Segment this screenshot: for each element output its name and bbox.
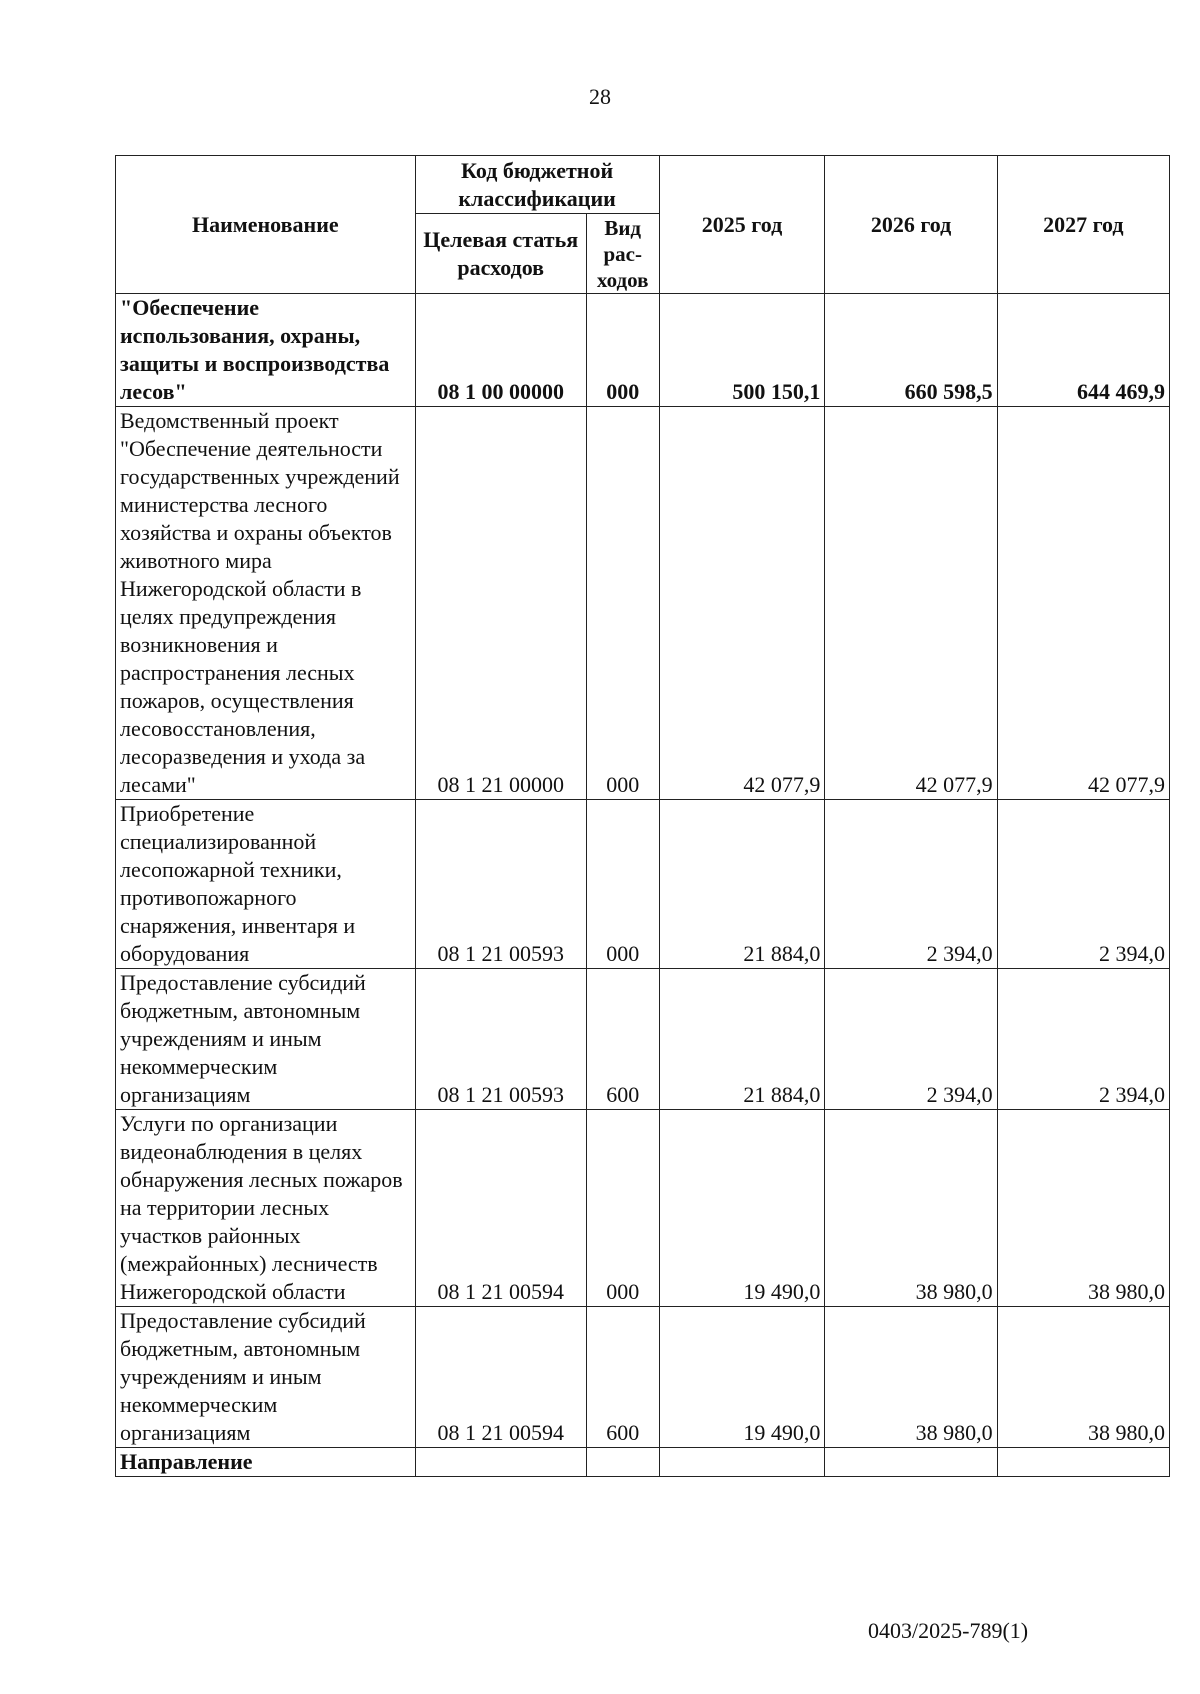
row-code: 08 1 00 00000 xyxy=(415,294,586,407)
row-code: 08 1 21 00000 xyxy=(415,407,586,800)
row-2027 xyxy=(997,1448,1169,1477)
row-name: Услуги по организации видеонаблюдения в целях обнаружения лесных пожаров на территории лесных участков районных (межрайонных) лесничеств Нижегородской области xyxy=(116,1110,416,1307)
row-2026: 38 980,0 xyxy=(825,1307,997,1448)
row-name: Ведомственный проект "Обеспечение деятельности государственных учреждений министерства лесного хозяйства и охраны объектов животного мира Нижегородской области в целях предупреждения возникновения и распространения лесных пожаров, осуществления лесовосстановления, лесоразведения и ухода за лесами" xyxy=(116,407,416,800)
row-2026: 2 394,0 xyxy=(825,969,997,1110)
row-expense-type: 600 xyxy=(586,969,659,1110)
budget-table xyxy=(115,155,1170,1477)
row-expense-type: 000 xyxy=(586,407,659,800)
row-2026: 2 394,0 xyxy=(825,800,997,969)
row-code: 08 1 21 00593 xyxy=(415,800,586,969)
table-row xyxy=(116,1110,1170,1307)
header-expense-type: Вид рас-ходов xyxy=(586,214,659,294)
row-code: 08 1 21 00594 xyxy=(415,1110,586,1307)
row-name: Предоставление субсидий бюджетным, автономным учреждениям и иным некоммерческим организациям xyxy=(116,1307,416,1448)
row-2027: 2 394,0 xyxy=(997,800,1169,969)
row-expense-type: 000 xyxy=(586,800,659,969)
row-2026: 660 598,5 xyxy=(825,294,997,407)
row-2025: 19 490,0 xyxy=(659,1110,825,1307)
row-expense-type xyxy=(586,1448,659,1477)
document-code: 0403/2025-789(1) xyxy=(868,1618,1029,1643)
row-2027: 38 980,0 xyxy=(997,1307,1169,1448)
row-2025: 19 490,0 xyxy=(659,1307,825,1448)
row-2027: 644 469,9 xyxy=(997,294,1169,407)
row-2025: 21 884,0 xyxy=(659,969,825,1110)
row-2025 xyxy=(659,1448,825,1477)
row-2026 xyxy=(825,1448,997,1477)
row-code: 08 1 21 00593 xyxy=(415,969,586,1110)
row-2025: 42 077,9 xyxy=(659,407,825,800)
table-row xyxy=(116,969,1170,1110)
row-name: Предоставление субсидий бюджетным, автономным учреждениям и иным некоммерческим организациям xyxy=(116,969,416,1110)
row-expense-type: 000 xyxy=(586,294,659,407)
row-name: Приобретение специализированной лесопожарной техники, противопожарного снаряжения, инвентаря и оборудования xyxy=(116,800,416,969)
header-2026: 2026 год xyxy=(825,156,997,294)
table-row xyxy=(116,1307,1170,1448)
header-2025: 2025 год xyxy=(659,156,825,294)
header-name: Наименование xyxy=(116,156,416,294)
page-number: 28 xyxy=(589,84,611,109)
row-2025: 500 150,1 xyxy=(659,294,825,407)
row-expense-type: 000 xyxy=(586,1110,659,1307)
row-2027: 38 980,0 xyxy=(997,1110,1169,1307)
row-2027: 42 077,9 xyxy=(997,407,1169,800)
row-name: "Обеспечение использования, охраны, защиты и воспроизводства лесов" xyxy=(116,294,416,407)
row-2026: 42 077,9 xyxy=(825,407,997,800)
header-2027: 2027 год xyxy=(997,156,1169,294)
row-2027: 2 394,0 xyxy=(997,969,1169,1110)
row-code xyxy=(415,1448,586,1477)
header-kbk: Код бюджетной классификации xyxy=(415,156,659,214)
row-2025: 21 884,0 xyxy=(659,800,825,969)
row-code: 08 1 21 00594 xyxy=(415,1307,586,1448)
table-row xyxy=(116,1448,1170,1477)
row-name: Направление xyxy=(116,1448,416,1477)
table-row xyxy=(116,294,1170,407)
table-row xyxy=(116,800,1170,969)
table-row xyxy=(116,407,1170,800)
row-2026: 38 980,0 xyxy=(825,1110,997,1307)
header-target-article: Целевая статья расходов xyxy=(415,214,586,294)
row-expense-type: 600 xyxy=(586,1307,659,1448)
